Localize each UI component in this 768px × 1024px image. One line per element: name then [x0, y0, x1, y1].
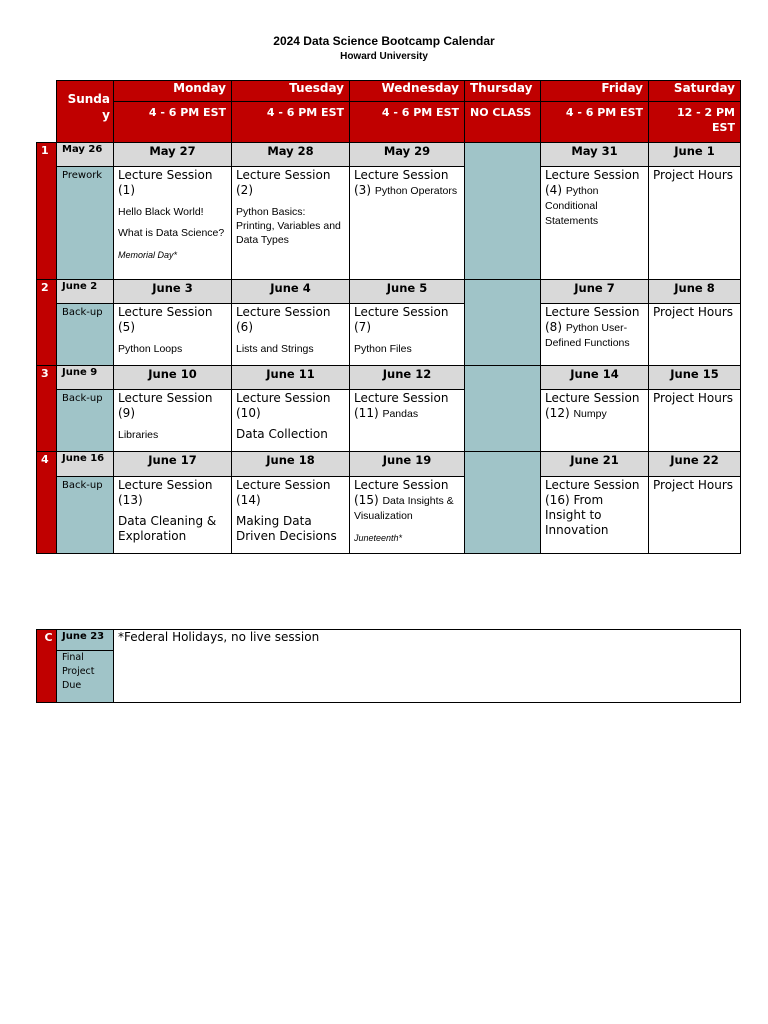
session-topic: Hello Black World!	[118, 206, 204, 218]
session-label: Lecture Session (6)	[236, 305, 331, 334]
session-topic: Libraries	[118, 429, 159, 441]
session-cell	[540, 389, 649, 452]
date-cell: May 28	[231, 142, 350, 167]
session-cell	[113, 389, 232, 452]
session-title	[236, 478, 346, 508]
session-topic: Data Collection	[236, 427, 328, 441]
session-title	[545, 305, 645, 350]
session-cell	[349, 476, 465, 554]
thursday-no-class-cell	[464, 451, 541, 554]
session-title	[118, 391, 228, 421]
header-day-wednesday: Wednesday	[349, 80, 465, 102]
date-cell: June 15	[648, 365, 741, 390]
date-cell: May 31	[540, 142, 649, 167]
thursday-no-class-cell	[464, 365, 541, 452]
date-cell: June 19	[349, 451, 465, 477]
date-cell: June 18	[231, 451, 350, 477]
page-subtitle: Howard University	[340, 51, 428, 62]
session-title	[354, 478, 461, 523]
session-cell	[540, 166, 649, 280]
session-label: Lecture Session (1)	[118, 168, 213, 197]
session-label: Lecture Session (15)	[354, 478, 449, 507]
session-cell	[231, 389, 350, 452]
header-time-thursday: NO CLASS	[464, 101, 541, 143]
session-topic: Python Basics: Printing, Variables and Data Types	[236, 206, 341, 246]
session-topic: Python Files	[354, 343, 412, 355]
session-title	[118, 305, 228, 335]
sunday-date: June 9	[56, 365, 114, 390]
footer-note: *Federal Holidays, no live session	[113, 629, 741, 703]
session-cell	[113, 166, 232, 280]
session-topic: Python Loops	[118, 343, 183, 355]
session-cell	[231, 476, 350, 554]
date-cell: June 14	[540, 365, 649, 390]
session-title	[236, 305, 346, 335]
session-topic: Data Cleaning & Exploration	[118, 514, 217, 543]
session-topic: Lists and Strings	[236, 343, 314, 355]
sunday-date: June 16	[56, 451, 114, 477]
page-title: 2024 Data Science Bootcamp Calendar	[273, 34, 495, 48]
thursday-no-class-cell	[464, 142, 541, 280]
header-day-tuesday: Tuesday	[231, 80, 350, 102]
footer-sunday-label: Final Project Due	[56, 650, 114, 703]
holiday-note: Memorial Day*	[118, 250, 178, 260]
session-label: Lecture Session (8)	[545, 305, 640, 334]
session-title	[545, 168, 645, 228]
session-title	[354, 391, 461, 421]
header-day-saturday: Saturday	[648, 80, 741, 102]
session-label: Lecture Session (13)	[118, 478, 213, 507]
date-cell: June 12	[349, 365, 465, 390]
date-cell: June 21	[540, 451, 649, 477]
date-cell: June 4	[231, 279, 350, 304]
session-topic: Pandas	[382, 408, 419, 420]
saturday-cell: Project Hours	[648, 303, 741, 366]
header-time-wednesday: 4 - 6 PM EST	[349, 101, 465, 143]
session-cell	[231, 303, 350, 366]
session-cell	[540, 303, 649, 366]
session-title	[545, 478, 645, 538]
session-cell	[231, 166, 350, 280]
date-cell: June 3	[113, 279, 232, 304]
date-cell: June 22	[648, 451, 741, 477]
saturday-cell: Project Hours	[648, 166, 741, 280]
session-topic: Python Operators	[374, 185, 458, 197]
saturday-cell: Project Hours	[648, 389, 741, 452]
session-cell	[349, 166, 465, 280]
session-cell	[349, 389, 465, 452]
session-topic: Python User-Defined Functions	[545, 322, 630, 349]
header-sunday: Sunda y	[56, 80, 114, 143]
session-title	[354, 305, 461, 335]
session-label: Lecture Session (10)	[236, 391, 331, 420]
session-label: Lecture Session (11)	[354, 391, 449, 420]
session-topic: What is Data Science?	[118, 227, 225, 239]
date-cell: June 8	[648, 279, 741, 304]
session-label: Lecture Session (9)	[118, 391, 213, 420]
date-cell: June 11	[231, 365, 350, 390]
session-cell	[540, 476, 649, 554]
session-topic: Numpy	[573, 408, 607, 420]
session-title	[236, 168, 346, 198]
header-day-thursday: Thursday	[464, 80, 541, 102]
date-cell: June 5	[349, 279, 465, 304]
date-cell: June 17	[113, 451, 232, 477]
date-cell: May 27	[113, 142, 232, 167]
saturday-cell: Project Hours	[648, 476, 741, 554]
holiday-note: Juneteenth*	[354, 533, 403, 543]
session-cell	[349, 303, 465, 366]
week-number: 3	[36, 365, 57, 452]
week-number: 1	[36, 142, 57, 280]
session-title	[354, 168, 461, 198]
footer-date: June 23	[56, 629, 114, 651]
session-label: Lecture Session (2)	[236, 168, 331, 197]
sunday-date: May 26	[56, 142, 114, 167]
header-time-monday: 4 - 6 PM EST	[113, 101, 232, 143]
header-day-monday: Monday	[113, 80, 232, 102]
week-number: 4	[36, 451, 57, 554]
week-number: 2	[36, 279, 57, 366]
session-label: Lecture Session (5)	[118, 305, 213, 334]
session-topic: Data Insights & Visualization	[354, 495, 454, 522]
session-title	[118, 478, 228, 508]
header-day-friday: Friday	[540, 80, 649, 102]
sunday-label: Prework	[56, 166, 114, 280]
sunday-label: Back-up	[56, 303, 114, 366]
session-label: Lecture Session (16) From Insight to Innovation	[545, 478, 640, 537]
date-cell: June 1	[648, 142, 741, 167]
session-title	[118, 168, 228, 198]
session-title	[236, 391, 346, 421]
session-topic: Python Conditional Statements	[545, 185, 599, 227]
sunday-label: Back-up	[56, 389, 114, 452]
date-cell: June 10	[113, 365, 232, 390]
sunday-date: June 2	[56, 279, 114, 304]
date-cell: June 7	[540, 279, 649, 304]
session-label: Lecture Session (4)	[545, 168, 640, 197]
header-time-friday: 4 - 6 PM EST	[540, 101, 649, 143]
session-label: Lecture Session (12)	[545, 391, 640, 420]
date-cell: May 29	[349, 142, 465, 167]
session-label: Lecture Session (3)	[354, 168, 449, 197]
thursday-no-class-cell	[464, 279, 541, 366]
header-time-tuesday: 4 - 6 PM EST	[231, 101, 350, 143]
sunday-label: Back-up	[56, 476, 114, 554]
session-label: Lecture Session (7)	[354, 305, 449, 334]
session-cell	[113, 476, 232, 554]
footer-label: C	[36, 629, 57, 703]
session-title	[545, 391, 645, 421]
session-topic: Making Data Driven Decisions	[236, 514, 337, 543]
session-cell	[113, 303, 232, 366]
header-time-saturday: 12 - 2 PM EST	[648, 101, 741, 143]
session-label: Lecture Session (14)	[236, 478, 331, 507]
